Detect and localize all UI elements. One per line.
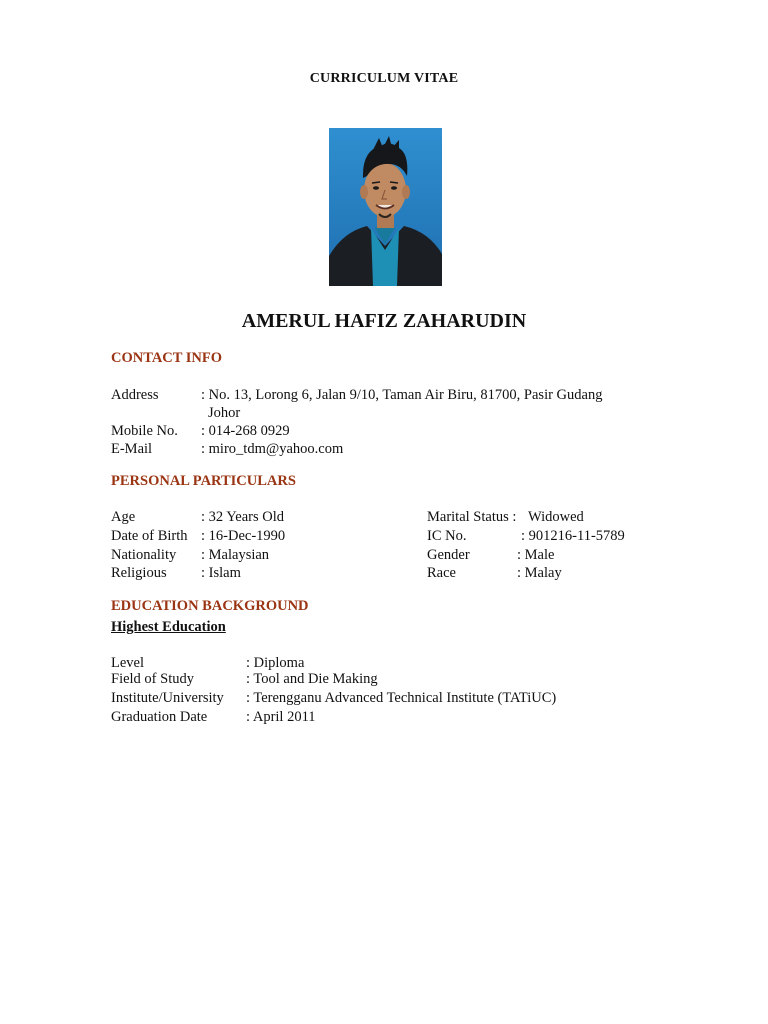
email-label: E-Mail [111, 441, 153, 457]
personal-value: Widowed [528, 509, 584, 525]
personal-value: : Malay [517, 565, 562, 581]
education-value: : Tool and Die Making [246, 671, 378, 687]
personal-label: Gender [427, 547, 470, 563]
highest-education-subheading: Highest Education [111, 619, 226, 635]
candidate-name: AMERUL HAFIZ ZAHARUDIN [241, 310, 527, 332]
education-label: Institute/University [111, 690, 224, 706]
email-value: : miro_tdm@yahoo.com [201, 441, 344, 457]
education-heading: EDUCATION BACKGROUND [111, 598, 309, 614]
education-value: : April 2011 [246, 709, 316, 725]
education-label: Level [111, 655, 145, 671]
personal-label: Age [111, 509, 136, 525]
address-label: Address [111, 387, 159, 403]
personal-label: Race [427, 565, 456, 581]
personal-value: : Malaysian [201, 547, 270, 563]
address-value: : No. 13, Lorong 6, Jalan 9/10, Taman Air Biru, 81700, Pasir Gudang [201, 387, 603, 403]
personal-value: : 16-Dec-1990 [201, 528, 286, 544]
personal-label: Religious [111, 565, 167, 581]
education-label: Graduation Date [111, 709, 208, 725]
mobile-value: : 014-268 0929 [201, 423, 290, 439]
personal-heading: PERSONAL PARTICULARS [111, 473, 296, 489]
personal-label: Date of Birth [111, 528, 188, 544]
personal-label: Nationality [111, 547, 177, 563]
personal-value: : 32 Years Old [201, 509, 284, 525]
document-title: CURRICULUM VITAE [309, 71, 459, 86]
mobile-label: Mobile No. [111, 423, 178, 439]
personal-label: IC No. [427, 528, 467, 544]
education-value: : Diploma [246, 655, 305, 671]
contact-heading: CONTACT INFO [111, 350, 223, 366]
personal-value: : Islam [201, 565, 241, 581]
personal-value: : Male [517, 547, 555, 563]
education-value: : Terengganu Advanced Technical Institute (TATiUC) [246, 690, 557, 706]
education-label: Field of Study [111, 671, 194, 687]
personal-value: : 901216-11-5789 [521, 528, 625, 544]
personal-label: Marital Status : [427, 509, 517, 525]
profile-photo [329, 128, 442, 286]
address-value-line2: Johor [208, 405, 241, 421]
